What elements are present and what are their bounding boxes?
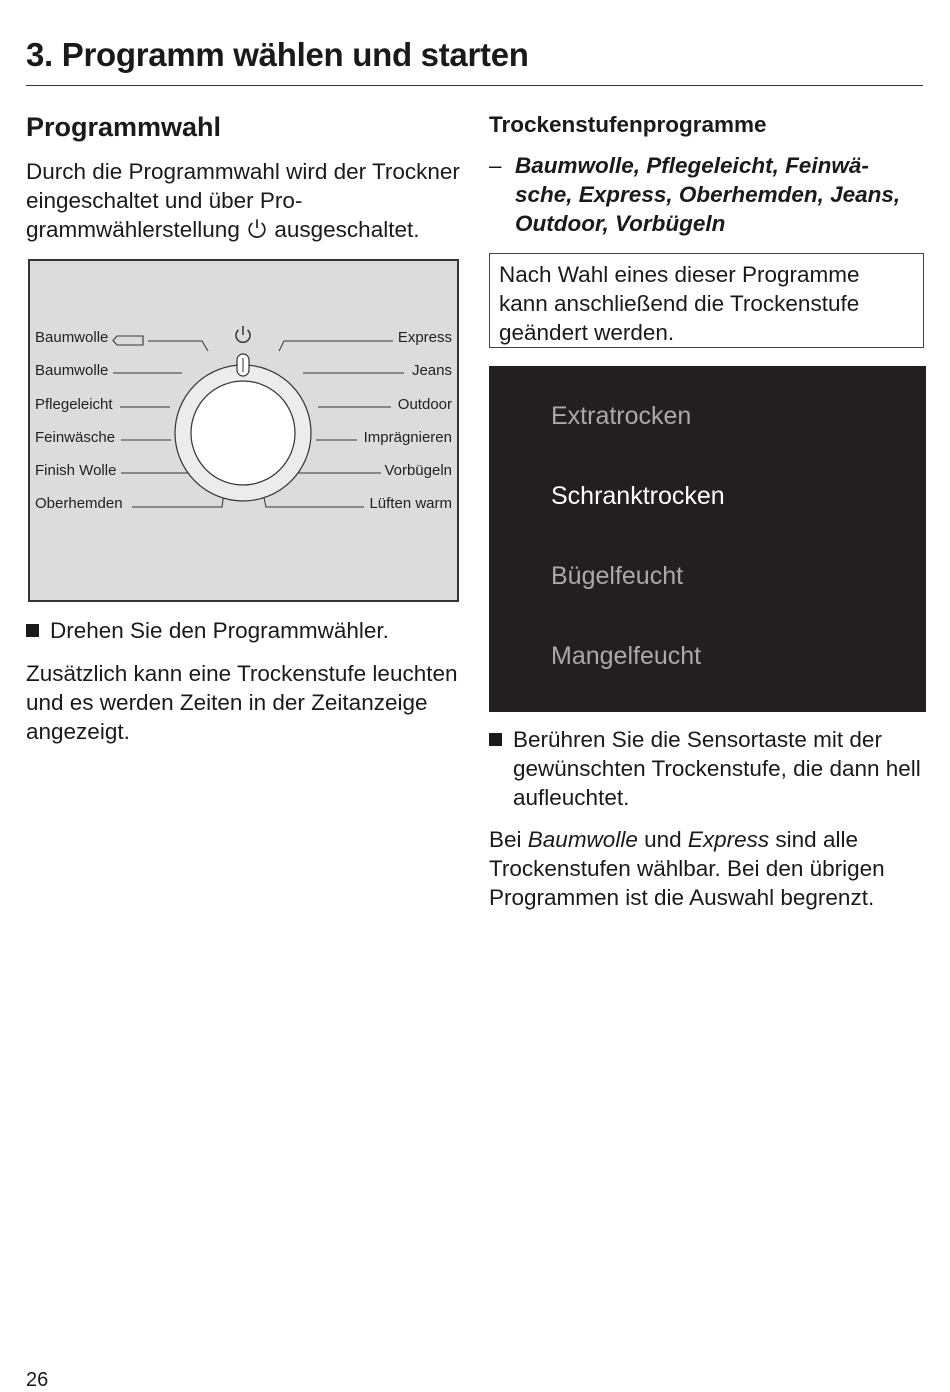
intro-text-part2: ausgeschaltet. (274, 217, 420, 242)
availability-paragraph (489, 825, 929, 912)
level-buegelfeucht[interactable]: Bügelfeucht (551, 562, 684, 590)
dial-label-lueften-warm: Lüften warm (369, 495, 452, 512)
dial-label-express: Express (397, 329, 452, 346)
availability-em-express: Express (687, 827, 770, 852)
bullet-square-icon (26, 624, 39, 637)
program-selector-panel (28, 259, 459, 602)
dial-power-icon (236, 326, 250, 342)
availability-text-2: und (637, 827, 688, 852)
dial-label-feinwaesche: Feinwäsche (35, 429, 116, 446)
page-number: 26 (26, 1369, 49, 1391)
level-extratrocken[interactable]: Extratrocken (551, 402, 692, 430)
tag-icon (113, 336, 143, 345)
bullet-square-icon (489, 733, 502, 746)
step-touch-sensor-text: Berühren Sie die Sensortaste mit der gewünschten Trockenstufe, die dann hell aufleuchtet. (513, 727, 921, 810)
drying-level-display (489, 366, 926, 712)
dial-label-outdoor: Outdoor (397, 396, 452, 413)
availability-text-1: Bei (489, 827, 528, 852)
chapter-title: 3. Programm wählen und starten (26, 36, 529, 73)
dial-label-jeans: Jeans (411, 362, 452, 379)
header-rule (26, 85, 923, 86)
dial-label-vorbuegeln: Vorbügeln (384, 462, 452, 479)
dial-label-baumwolle-2: Baumwolle (35, 362, 109, 379)
availability-text-3: sind alle Trockenstufen wählbar. Bei den übrigen Programmen ist die Auswahl begrenzt. (489, 827, 885, 910)
availability-em-baumwolle: Baumwolle (527, 827, 638, 852)
intro-paragraph (26, 157, 466, 244)
note-box: Nach Wahl eines dieser Programme kann anschließend die Trockenstufe geändert werden. (489, 253, 924, 348)
step-touch-sensor (489, 725, 924, 812)
dial-label-baumwolle-1: Baumwolle (35, 329, 109, 346)
intro-text-part1: Durch die Programmwahl wird der Trockner eingeschaltet und über Pro-grammwählerstellung (26, 159, 460, 242)
section-heading-programmwahl: Programmwahl (26, 112, 222, 142)
section-heading-trockenstufenprogramme: Trockenstufenprogramme (489, 112, 767, 137)
dial-label-impraegnieren: Imprägnieren (363, 429, 452, 446)
power-icon (246, 218, 268, 240)
dial-label-pflegeleicht: Pflegeleicht (35, 396, 113, 413)
step-turn-selector (26, 616, 466, 645)
level-schranktrocken[interactable]: Schranktrocken (551, 482, 725, 510)
level-mangelfeucht[interactable]: Mangelfeucht (551, 642, 702, 670)
dial-label-oberhemden: Oberhemden (35, 495, 123, 512)
dial-label-finish-wolle: Finish Wolle (35, 462, 117, 479)
extra-info-paragraph: Zusätzlich kann eine Trockenstufe leuchten und es werden Zeiten in der Zeitanzeige angezeigt. (26, 661, 458, 744)
list-dash: – (489, 153, 502, 178)
program-list-items: Baumwolle, Pflegeleicht, Feinwä-sche, Express, Oberhemden, Jeans, Outdoor, Vorbügeln (515, 153, 901, 236)
step-turn-selector-text: Drehen Sie den Programmwähler. (50, 618, 389, 643)
